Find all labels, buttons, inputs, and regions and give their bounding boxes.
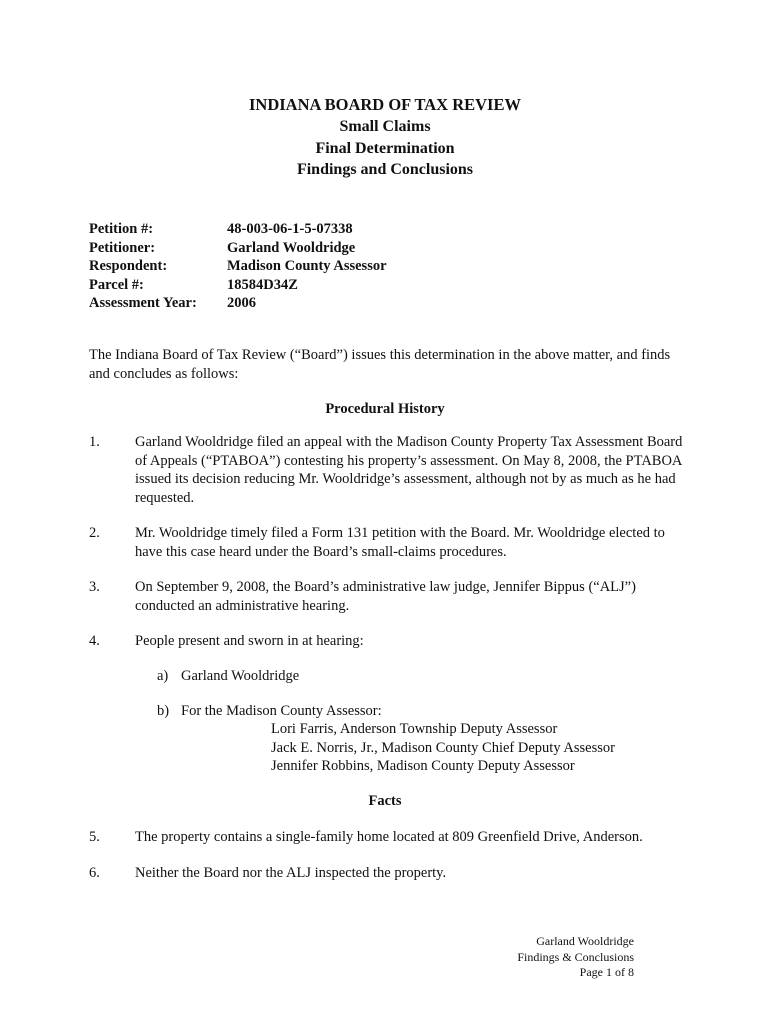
page-footer xyxy=(517,934,634,981)
sub-item-text: Garland Wooldridge xyxy=(181,668,300,684)
meta-row-assessment-year xyxy=(89,294,387,313)
meta-label: Petitioner: xyxy=(89,239,156,256)
sub-item xyxy=(157,667,299,686)
document-subtitle-small-claims: Small Claims xyxy=(339,118,431,135)
meta-label: Respondent: xyxy=(89,258,168,274)
item-number: 6. xyxy=(89,865,100,881)
meta-label: Assessment Year: xyxy=(89,295,197,311)
meta-value: 48-003-06-1-5-07338 xyxy=(227,221,353,237)
numbered-item xyxy=(89,632,689,651)
footer-doc-type: Findings & Conclusions xyxy=(517,949,634,964)
item-number: 5. xyxy=(89,829,100,845)
footer-page-number: Page 1 of 8 xyxy=(579,965,634,979)
item-number: 3. xyxy=(89,579,100,595)
numbered-item xyxy=(89,433,689,507)
meta-row-respondent xyxy=(89,257,387,276)
person-line: Jack E. Norris, Jr., Madison County Chief Deputy Assessor xyxy=(271,739,615,756)
meta-value: 2006 xyxy=(227,295,256,311)
item-text: On September 9, 2008, the Board’s administrative law judge, Jennifer Bippus (“ALJ”) conducted an administrative hearing. xyxy=(135,579,636,614)
meta-label: Petition #: xyxy=(89,221,154,237)
item-number: 2. xyxy=(89,525,100,541)
section-heading-facts: Facts xyxy=(368,793,402,809)
meta-value: 18584D34Z xyxy=(227,276,298,293)
item-text: Mr. Wooldridge timely filed a Form 131 petition with the Board. Mr. Wooldridge elected to have this case heard under the Board’s small-claims procedures. xyxy=(135,525,665,560)
meta-value: Madison County Assessor xyxy=(227,258,387,274)
meta-row-petitioner xyxy=(89,239,387,258)
meta-label: Parcel #: xyxy=(89,276,144,293)
sub-item-letter: b) xyxy=(157,703,170,719)
item-text: Neither the Board nor the ALJ inspected the property. xyxy=(135,865,447,881)
meta-row-petition xyxy=(89,220,387,239)
item-text: Garland Wooldridge filed an appeal with the Madison County Property Tax Assessment Board of Appeals (“PTABOA”) contesting his property’s assessment. On May 8, 2008, the PTABOA issued its decision reducing Mr. Wooldridge’s assessment, although not by as much as he had requested. xyxy=(135,434,683,506)
numbered-item xyxy=(89,578,689,615)
sub-item-text: For the Madison County Assessor: xyxy=(181,703,382,719)
footer-petitioner: Garland Wooldridge xyxy=(536,934,634,948)
case-metadata xyxy=(89,220,387,313)
numbered-item xyxy=(89,864,689,883)
item-number: 4. xyxy=(89,633,100,649)
sub-item-letter: a) xyxy=(157,668,169,684)
item-number: 1. xyxy=(89,434,100,450)
sub-item xyxy=(157,702,382,721)
section-heading-procedural-history: Procedural History xyxy=(325,401,445,417)
document-title: INDIANA BOARD OF TAX REVIEW xyxy=(249,95,521,114)
meta-value: Garland Wooldridge xyxy=(227,239,356,256)
assessor-representatives xyxy=(271,720,615,776)
document-subtitle-findings: Findings and Conclusions xyxy=(296,161,474,178)
intro-paragraph: The Indiana Board of Tax Review (“Board”) issues this determination in the above matter, and finds and concludes as follows: xyxy=(89,347,671,382)
meta-row-parcel xyxy=(89,276,387,295)
numbered-item xyxy=(89,828,689,847)
document-subtitle-final-determination: Final Determination xyxy=(315,139,455,157)
title-block xyxy=(0,94,770,181)
person-line: Jennifer Robbins, Madison County Deputy Assessor xyxy=(271,758,575,774)
person-line: Lori Farris, Anderson Township Deputy Assessor xyxy=(271,721,558,737)
numbered-item xyxy=(89,524,689,561)
item-text: People present and sworn in at hearing: xyxy=(135,633,364,649)
item-text: The property contains a single-family home located at 809 Greenfield Drive, Anderson. xyxy=(135,829,643,845)
